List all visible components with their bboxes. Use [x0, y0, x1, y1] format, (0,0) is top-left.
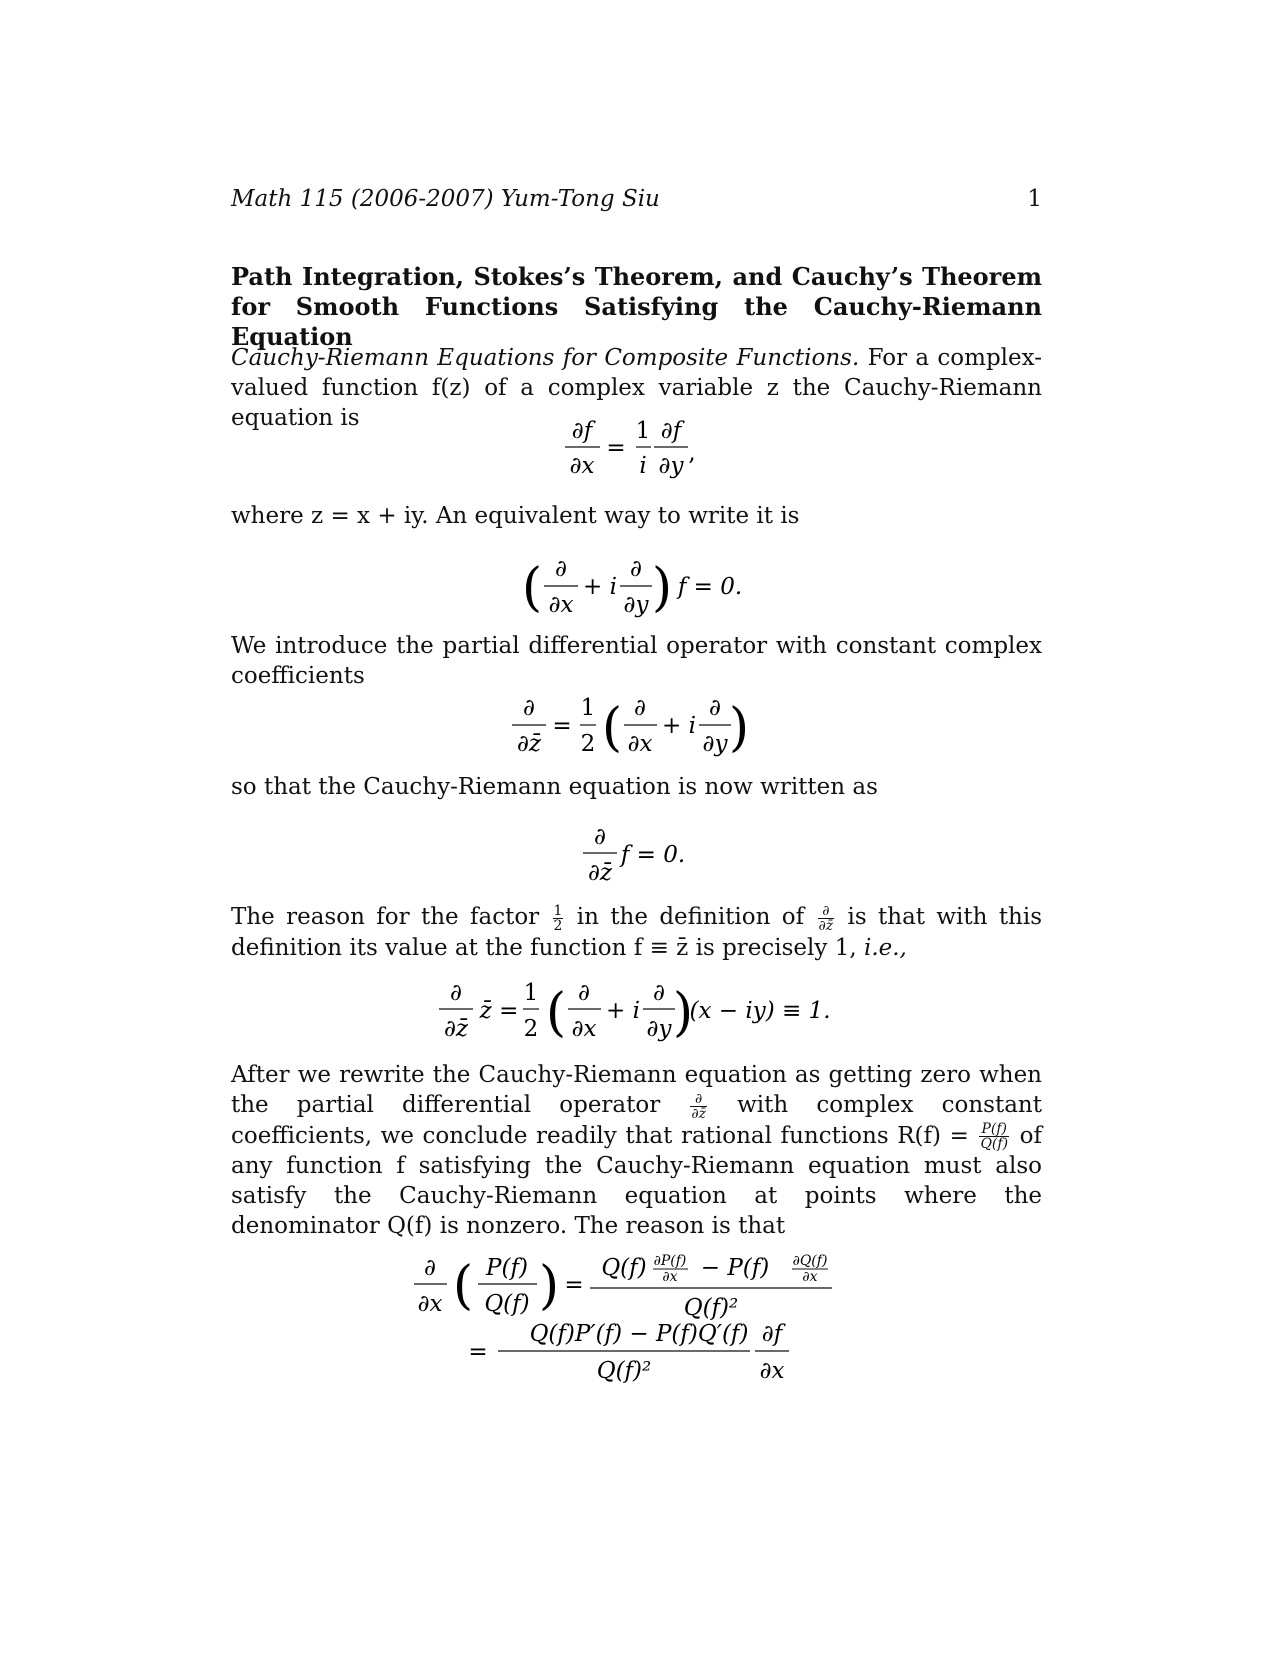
eq6-equals-2: = — [468, 1339, 488, 1365]
eq3-equals: = — [552, 713, 572, 739]
eq5-two: 2 — [523, 1016, 539, 1042]
inline-frac-dzbar: $\frac{\partial}{\partial z̄}$ — [818, 902, 834, 934]
eq6-dx-small-2: ∂x — [802, 1269, 818, 1285]
eq6-lparen: ( — [452, 1256, 474, 1316]
eq6-rparen: ) — [538, 1256, 560, 1316]
eq4-dz: ∂z̄ — [587, 860, 613, 886]
equation-cr-dzbar — [0, 818, 1280, 888]
eq5-dx: ∂x — [571, 1016, 597, 1042]
eq6-num2: Q(f)P′(f) − P(f)Q′(f) — [529, 1321, 749, 1347]
inline-frac-pq: $\frac{P(f)}{Q(f)}$ — [980, 1121, 1009, 1152]
eq2-lparen: ( — [521, 558, 543, 618]
paragraph-6 — [231, 1060, 1042, 1241]
eq6-minus-pf: − P(f) — [700, 1255, 770, 1281]
eq2-dy: ∂y — [623, 592, 649, 618]
eq6-dx-2: ∂x — [759, 1358, 785, 1384]
inline-frac-half: $\frac{1}{2}$ — [553, 902, 563, 934]
eq1-num-df: ∂f — [571, 418, 593, 444]
eq4-rest: f = 0. — [620, 842, 686, 868]
eq6-equals-1: = — [564, 1272, 584, 1298]
eq6-d: ∂ — [424, 1255, 436, 1281]
eq1-one: 1 — [635, 418, 651, 444]
eq2-dx: ∂x — [548, 592, 574, 618]
p6-text-a: After we rewrite the Cauchy-Riemann equation as getting zero when the partial differential operator — [231, 1062, 1042, 1118]
eq5-d: ∂ — [450, 980, 462, 1006]
eq2-rparen: ) — [651, 558, 673, 618]
eq6-pf: P(f) — [486, 1255, 528, 1281]
page-number: 1 — [1027, 186, 1042, 212]
eq5-rparen: ) — [672, 983, 694, 1043]
section-heading: Cauchy-Riemann Equations for Composite Functions. — [231, 345, 860, 371]
eq1-num-df2: ∂f — [660, 418, 682, 444]
eq3-d1: ∂ — [634, 695, 646, 721]
p5-text-a: The reason for the factor — [231, 904, 540, 930]
intro-text: For a complex-valued function f(z) of a complex variable z the Cauchy-Riemann equation is — [231, 345, 1042, 431]
eq1-comma: , — [688, 440, 696, 466]
paragraph-5 — [231, 902, 1042, 963]
eq3-d2: ∂ — [709, 695, 721, 721]
eq5-dy: ∂y — [646, 1016, 672, 1042]
inline-frac-dzbar-2: $\frac{\partial}{\partial z̄}$ — [691, 1090, 706, 1122]
eq1-i: i — [639, 453, 647, 479]
equation-operator-form — [0, 550, 1280, 625]
eq1-den-dy: ∂y — [658, 453, 684, 479]
eq2-d1: ∂ — [555, 556, 567, 582]
eq5-plus-i: + i — [606, 998, 640, 1024]
eq3-plus-i: + i — [662, 713, 696, 739]
p5-text-b: in the definition of — [576, 904, 805, 930]
eq3-lparen: ( — [601, 698, 623, 758]
paragraph-4: so that the Cauchy-Riemann equation is now written as — [231, 774, 878, 800]
eq5-lparen: ( — [545, 983, 567, 1043]
eq5-one: 1 — [523, 980, 539, 1006]
eq3-d: ∂ — [523, 695, 535, 721]
header-course: Math 115 (2006-2007) Yum-Tong Siu — [231, 186, 660, 212]
eq6-qf: Q(f) — [484, 1291, 530, 1317]
equation-dzbar-definition — [0, 693, 1280, 763]
running-header — [231, 186, 1042, 212]
eq6-qf2-2: Q(f)² — [596, 1358, 652, 1384]
eq6-dx: ∂x — [417, 1291, 443, 1317]
eq6-dx-small-1: ∂x — [662, 1269, 678, 1285]
eq3-dz: ∂z̄ — [516, 731, 542, 757]
eq3-one: 1 — [580, 695, 596, 721]
eq3-rparen: ) — [728, 698, 750, 758]
eq2-rest: f = 0. — [677, 574, 743, 600]
eq3-dy: ∂y — [702, 731, 728, 757]
eq6-num1: Q(f) — [601, 1255, 647, 1281]
eq5-rest: (x − iy) ≡ 1. — [689, 998, 831, 1024]
paragraph-2: where z = x + iy. An equivalent way to write it is — [231, 503, 800, 529]
eq5-d1: ∂ — [578, 980, 590, 1006]
paragraph-3: We introduce the partial differential operator with constant complex coefficients — [231, 633, 1042, 689]
eq4-d: ∂ — [594, 824, 606, 850]
eq3-dx: ∂x — [627, 731, 653, 757]
eq6-dqf: ∂Q(f) — [792, 1253, 828, 1269]
p5-text-c: is that with this definition its value at the function f ≡ z̄ is precisely 1, — [231, 904, 1043, 961]
eq6-df: ∂f — [761, 1321, 783, 1347]
eq1-den-dx: ∂x — [569, 453, 595, 479]
p6-text-c: of any function f satisfying the Cauchy-Riemann equation must also satisfy the Cauchy-Riemann equation at points where the denominator Q(f) is nonzero. The reason is that — [231, 1122, 1043, 1239]
eq6-qf2-1: Q(f)² — [683, 1295, 739, 1321]
eq1-equals: = — [606, 435, 626, 461]
equation-cauchy-riemann — [0, 410, 1280, 480]
equation-dzbar-of-zbar — [0, 974, 1280, 1046]
p5-ie: i.e., — [863, 934, 907, 961]
eq5-d2: ∂ — [653, 980, 665, 1006]
eq2-plus-i: + i — [583, 574, 617, 600]
eq6-dpf: ∂P(f) — [653, 1253, 687, 1269]
paper-title: Path Integration, Stokes’s Theorem, and Cauchy’s Theorem for Smooth Functions Satisfying the Cauchy-Riemann Equation — [231, 262, 1042, 351]
p6-text-b: with complex constant coefficients, we conclude readily that rational functions R(f) = — [231, 1092, 1042, 1149]
eq5-dz: ∂z̄ — [443, 1016, 469, 1042]
eq3-two: 2 — [580, 731, 596, 757]
eq2-d2: ∂ — [630, 556, 642, 582]
equation-quotient-rule — [0, 1245, 1280, 1385]
eq5-zbar-eq: z̄ = — [479, 998, 519, 1024]
